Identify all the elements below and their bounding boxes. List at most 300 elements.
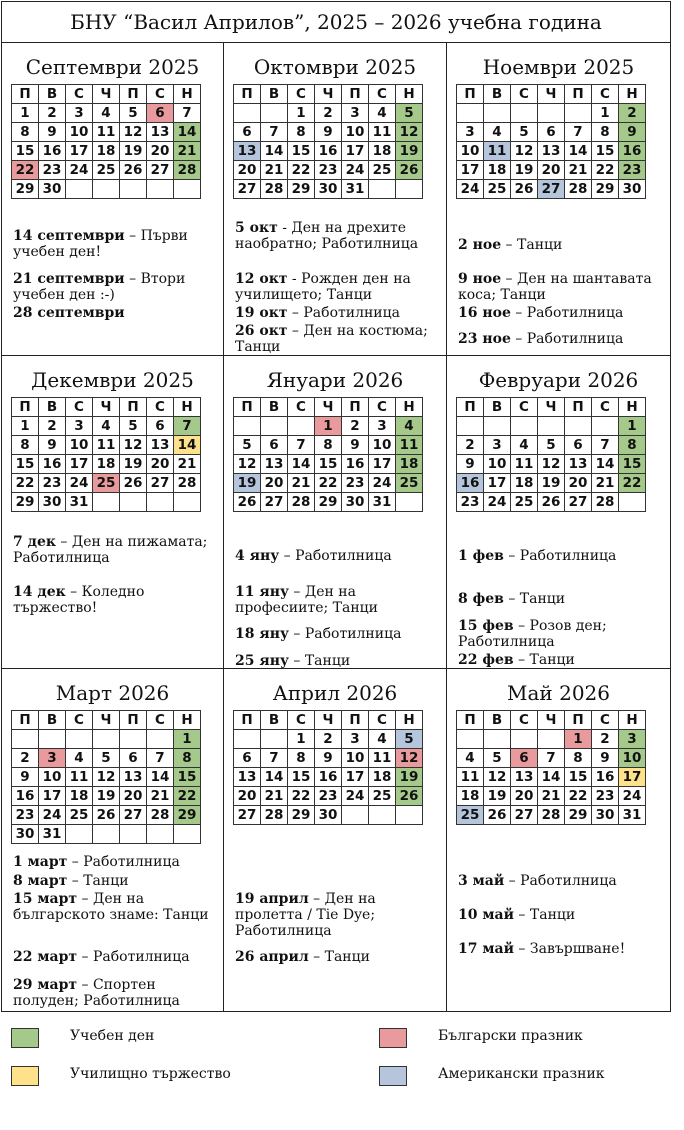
week-row <box>234 161 423 180</box>
weekday-header-row <box>12 711 201 730</box>
event-date: 4 яну <box>235 548 280 564</box>
day-cell: 17 <box>39 787 66 806</box>
day-cell: 5 <box>511 123 538 142</box>
day-cell: 27 <box>147 474 174 493</box>
day-cell: 12 <box>120 123 147 142</box>
event-item <box>235 548 438 564</box>
weekday-header: П <box>120 711 147 730</box>
day-cell: 9 <box>315 123 342 142</box>
event-description: - Рожден ден на училището; Танци <box>235 271 411 303</box>
event-item <box>235 584 438 616</box>
day-cell: 2 <box>315 104 342 123</box>
day-cell: 30 <box>315 180 342 199</box>
day-cell: 6 <box>511 749 538 768</box>
day-cell: 28 <box>261 180 288 199</box>
weekday-header: С <box>147 711 174 730</box>
day-cell <box>66 825 93 844</box>
event-date: 28 септември <box>13 305 125 321</box>
day-cell: 29 <box>565 806 592 825</box>
day-cell: 25 <box>484 180 511 199</box>
day-cell: 13 <box>261 455 288 474</box>
day-cell: 12 <box>538 455 565 474</box>
event-item <box>13 305 215 321</box>
weekday-header: Ч <box>93 711 120 730</box>
day-cell <box>396 180 423 199</box>
event-date: 5 окт <box>235 220 278 236</box>
month-title: Октомври 2025 <box>253 55 417 79</box>
day-cell: 27 <box>234 806 261 825</box>
day-cell <box>147 493 174 512</box>
event-description: – Ден на шантавата коса; Танци <box>458 271 652 303</box>
day-cell: 22 <box>592 161 619 180</box>
day-cell: 2 <box>457 436 484 455</box>
day-cell: 26 <box>538 493 565 512</box>
week-row <box>12 806 201 825</box>
day-cell: 31 <box>342 180 369 199</box>
weekday-header: С <box>511 711 538 730</box>
day-cell: 6 <box>234 749 261 768</box>
month-calendar-table <box>11 710 201 844</box>
day-cell: 21 <box>261 787 288 806</box>
weekday-header: П <box>565 85 592 104</box>
event-item <box>458 331 662 347</box>
day-cell: 19 <box>484 787 511 806</box>
day-cell <box>66 180 93 199</box>
weekday-header: С <box>369 711 396 730</box>
day-cell <box>396 806 423 825</box>
day-cell: 30 <box>12 825 39 844</box>
week-row <box>234 104 423 123</box>
day-cell: 6 <box>147 417 174 436</box>
day-cell: 19 <box>538 474 565 493</box>
day-cell: 5 <box>120 104 147 123</box>
day-cell: 12 <box>511 142 538 161</box>
day-cell <box>511 104 538 123</box>
day-cell: 28 <box>174 161 201 180</box>
day-cell: 22 <box>619 474 646 493</box>
day-cell: 21 <box>538 787 565 806</box>
event-description: – Ден на пижамата; Работилница <box>13 534 208 566</box>
day-cell <box>93 730 120 749</box>
event-description: – Танци <box>308 949 370 965</box>
event-date: 23 ное <box>458 331 511 347</box>
week-row <box>457 749 646 768</box>
week-row <box>457 806 646 825</box>
week-row <box>457 123 646 142</box>
weekday-header: Н <box>174 85 201 104</box>
day-cell: 12 <box>396 123 423 142</box>
event-item <box>13 228 215 260</box>
day-cell: 20 <box>147 142 174 161</box>
weekday-header: Ч <box>538 711 565 730</box>
weekday-header: В <box>261 85 288 104</box>
day-cell: 4 <box>484 123 511 142</box>
weekday-header: Ч <box>93 398 120 417</box>
month-calendar-table <box>456 84 646 199</box>
event-date: 11 яну <box>235 584 289 600</box>
day-cell: 6 <box>234 123 261 142</box>
event-date: 12 окт <box>235 271 288 287</box>
day-cell: 27 <box>261 493 288 512</box>
legend-swatch-american-holiday <box>379 1066 407 1086</box>
day-cell: 31 <box>619 806 646 825</box>
day-cell: 26 <box>484 806 511 825</box>
day-cell: 15 <box>12 142 39 161</box>
event-item <box>13 271 215 303</box>
day-cell <box>93 180 120 199</box>
week-row <box>234 180 423 199</box>
day-cell: 3 <box>342 104 369 123</box>
month-calendar-table <box>456 397 646 512</box>
day-cell: 8 <box>592 123 619 142</box>
month-calendar-table <box>233 397 423 512</box>
day-cell: 4 <box>369 730 396 749</box>
week-row <box>457 180 646 199</box>
day-cell: 13 <box>147 123 174 142</box>
event-item <box>458 237 662 253</box>
day-cell <box>619 493 646 512</box>
day-cell: 21 <box>288 474 315 493</box>
month-title: Януари 2026 <box>266 368 404 392</box>
event-description: – Ден на костюма; Танци <box>235 323 428 355</box>
day-cell: 11 <box>66 768 93 787</box>
day-cell: 17 <box>66 142 93 161</box>
day-cell: 28 <box>565 180 592 199</box>
day-cell: 15 <box>288 768 315 787</box>
day-cell: 22 <box>565 787 592 806</box>
day-cell: 5 <box>396 104 423 123</box>
day-cell: 27 <box>565 493 592 512</box>
day-cell: 29 <box>592 180 619 199</box>
day-cell: 7 <box>592 436 619 455</box>
day-cell: 28 <box>592 493 619 512</box>
weekday-header: С <box>288 85 315 104</box>
weekday-header: П <box>12 711 39 730</box>
weekday-header: С <box>66 711 93 730</box>
event-item <box>458 305 662 321</box>
day-cell: 20 <box>538 161 565 180</box>
event-date: 3 май <box>458 873 505 889</box>
day-cell: 7 <box>147 749 174 768</box>
day-cell: 8 <box>288 749 315 768</box>
day-cell: 14 <box>261 142 288 161</box>
event-description: – Танци <box>513 652 575 668</box>
day-cell: 5 <box>484 749 511 768</box>
legend-label-school-celebration: Училищно тържество <box>70 1066 231 1082</box>
day-cell: 18 <box>511 474 538 493</box>
day-cell: 29 <box>315 493 342 512</box>
day-cell: 13 <box>565 455 592 474</box>
weekday-header: П <box>120 398 147 417</box>
weekday-header: С <box>66 398 93 417</box>
day-cell: 9 <box>592 749 619 768</box>
weekday-header: Н <box>619 711 646 730</box>
day-cell: 4 <box>93 417 120 436</box>
event-item <box>13 977 215 1009</box>
day-cell: 19 <box>120 142 147 161</box>
day-cell: 19 <box>396 768 423 787</box>
day-cell <box>369 180 396 199</box>
day-cell: 1 <box>12 417 39 436</box>
weekday-header: П <box>12 398 39 417</box>
day-cell <box>484 730 511 749</box>
day-cell <box>592 417 619 436</box>
event-item <box>458 941 662 957</box>
day-cell: 13 <box>511 768 538 787</box>
day-cell: 31 <box>39 825 66 844</box>
day-cell: 17 <box>619 768 646 787</box>
day-cell: 9 <box>39 436 66 455</box>
day-cell: 14 <box>174 123 201 142</box>
day-cell <box>457 104 484 123</box>
weekday-header: Ч <box>315 711 342 730</box>
week-row <box>12 768 201 787</box>
week-row <box>234 455 423 474</box>
event-date: 8 март <box>13 873 68 889</box>
event-description: – Танци <box>288 653 351 669</box>
day-cell: 1 <box>288 730 315 749</box>
event-date: 7 дек <box>13 534 56 550</box>
event-date: 19 април <box>235 891 309 907</box>
day-cell: 22 <box>174 787 201 806</box>
weekday-header-row <box>457 711 646 730</box>
weekday-header: С <box>511 398 538 417</box>
day-cell: 23 <box>342 474 369 493</box>
day-cell: 11 <box>396 436 423 455</box>
weekday-header-row <box>234 711 423 730</box>
day-cell: 20 <box>511 787 538 806</box>
day-cell: 18 <box>484 161 511 180</box>
day-cell: 28 <box>174 474 201 493</box>
event-description: – Работилница <box>287 305 400 321</box>
weekday-header: Н <box>619 398 646 417</box>
day-cell <box>174 180 201 199</box>
day-cell: 23 <box>12 806 39 825</box>
legend <box>0 1012 684 1112</box>
day-cell: 14 <box>592 455 619 474</box>
day-cell <box>147 180 174 199</box>
day-cell: 12 <box>234 455 261 474</box>
day-cell: 18 <box>457 787 484 806</box>
day-cell <box>511 730 538 749</box>
event-item <box>235 653 438 669</box>
day-cell: 5 <box>93 749 120 768</box>
month-title: Март 2026 <box>55 681 170 705</box>
event-date: 8 фев <box>458 591 504 607</box>
month-panel <box>224 43 447 356</box>
weekday-header: В <box>39 85 66 104</box>
weekday-header: В <box>261 711 288 730</box>
day-cell: 6 <box>261 436 288 455</box>
day-cell: 22 <box>12 474 39 493</box>
month-panel <box>2 356 224 669</box>
week-row <box>457 161 646 180</box>
day-cell: 16 <box>619 142 646 161</box>
day-cell: 11 <box>369 749 396 768</box>
weekday-header: Ч <box>315 398 342 417</box>
day-cell: 16 <box>457 474 484 493</box>
weekday-header-row <box>457 398 646 417</box>
day-cell: 14 <box>174 436 201 455</box>
event-item <box>235 271 438 303</box>
month-calendar-table <box>233 710 423 825</box>
weekday-header: С <box>147 85 174 104</box>
day-cell: 17 <box>457 161 484 180</box>
event-item <box>235 305 438 321</box>
day-cell: 26 <box>93 806 120 825</box>
event-description: – Завършване! <box>513 941 626 957</box>
event-description: – Ден на пролетта / Tie Dye; Работилница <box>235 891 376 939</box>
week-row <box>12 161 201 180</box>
day-cell: 25 <box>66 806 93 825</box>
day-cell: 28 <box>288 493 315 512</box>
weekday-header: Н <box>174 398 201 417</box>
day-cell: 21 <box>174 142 201 161</box>
month-calendar-table <box>11 84 201 199</box>
day-cell <box>174 493 201 512</box>
day-cell: 3 <box>369 417 396 436</box>
event-date: 1 март <box>13 854 68 870</box>
day-cell <box>396 493 423 512</box>
day-cell: 20 <box>565 474 592 493</box>
day-cell: 24 <box>342 787 369 806</box>
weekday-header: С <box>369 85 396 104</box>
day-cell: 30 <box>315 806 342 825</box>
day-cell: 6 <box>538 123 565 142</box>
day-cell: 7 <box>565 123 592 142</box>
day-cell: 3 <box>457 123 484 142</box>
day-cell: 10 <box>457 142 484 161</box>
day-cell <box>261 417 288 436</box>
day-cell: 15 <box>619 455 646 474</box>
day-cell: 17 <box>342 768 369 787</box>
day-cell: 23 <box>315 787 342 806</box>
week-row <box>234 768 423 787</box>
day-cell: 7 <box>288 436 315 455</box>
weekday-header: П <box>565 711 592 730</box>
month-calendar-table <box>11 397 201 512</box>
week-row <box>12 104 201 123</box>
day-cell: 9 <box>12 768 39 787</box>
event-description: – Първи учебен ден! <box>13 228 188 260</box>
day-cell: 9 <box>315 749 342 768</box>
day-cell: 29 <box>288 180 315 199</box>
day-cell: 18 <box>93 142 120 161</box>
event-item <box>458 271 662 303</box>
day-cell <box>511 417 538 436</box>
day-cell: 21 <box>592 474 619 493</box>
day-cell <box>369 806 396 825</box>
day-cell: 19 <box>120 455 147 474</box>
event-date: 18 яну <box>235 626 289 642</box>
day-cell: 29 <box>174 806 201 825</box>
day-cell: 2 <box>315 730 342 749</box>
weekday-header: В <box>484 85 511 104</box>
day-cell: 15 <box>12 455 39 474</box>
event-date: 16 ное <box>458 305 511 321</box>
day-cell <box>93 825 120 844</box>
week-row <box>234 730 423 749</box>
weekday-header: П <box>234 711 261 730</box>
legend-swatch-school-day <box>11 1028 39 1048</box>
day-cell: 7 <box>538 749 565 768</box>
day-cell <box>234 730 261 749</box>
week-row <box>457 142 646 161</box>
day-cell: 21 <box>147 787 174 806</box>
day-cell: 11 <box>93 123 120 142</box>
day-cell: 6 <box>565 436 592 455</box>
weekday-header: С <box>147 398 174 417</box>
day-cell <box>120 180 147 199</box>
week-row <box>12 436 201 455</box>
day-cell: 25 <box>511 493 538 512</box>
day-cell: 8 <box>315 436 342 455</box>
weekday-header: В <box>261 398 288 417</box>
day-cell: 14 <box>261 768 288 787</box>
week-row <box>457 104 646 123</box>
weekday-header: В <box>39 398 66 417</box>
day-cell: 24 <box>342 161 369 180</box>
event-date: 14 дек <box>13 584 66 600</box>
day-cell: 2 <box>592 730 619 749</box>
event-date: 26 окт <box>235 323 288 339</box>
day-cell <box>39 730 66 749</box>
event-item <box>235 220 438 252</box>
event-description: – Работилница <box>279 548 392 564</box>
day-cell: 3 <box>66 104 93 123</box>
day-cell: 25 <box>457 806 484 825</box>
weekday-header-row <box>12 85 201 104</box>
event-description: – Танци <box>513 907 576 923</box>
months-grid <box>2 43 670 1011</box>
weekday-header: С <box>288 711 315 730</box>
month-title: Ноември 2025 <box>482 55 635 79</box>
event-item <box>13 534 215 566</box>
event-item <box>13 854 215 870</box>
weekday-header: В <box>484 398 511 417</box>
day-cell <box>484 104 511 123</box>
weekday-header-row <box>234 85 423 104</box>
event-description: – Танци <box>503 591 566 607</box>
day-cell: 30 <box>39 493 66 512</box>
day-cell: 26 <box>120 161 147 180</box>
day-cell: 27 <box>538 180 565 199</box>
event-description: – Ден на българското знаме: Танци <box>13 891 209 923</box>
event-date: 14 септември <box>13 228 125 244</box>
weekday-header: П <box>457 85 484 104</box>
week-row <box>457 493 646 512</box>
day-cell: 26 <box>120 474 147 493</box>
day-cell <box>484 417 511 436</box>
day-cell: 13 <box>234 142 261 161</box>
event-description: – Коледно тържество! <box>13 584 145 616</box>
day-cell: 1 <box>174 730 201 749</box>
week-row <box>234 436 423 455</box>
day-cell: 13 <box>234 768 261 787</box>
event-description: – Танци <box>67 873 129 889</box>
day-cell: 21 <box>565 161 592 180</box>
event-description: - Ден на дрехите наобратно; Работилница <box>235 220 419 252</box>
legend-swatch-bulgarian-holiday <box>379 1028 407 1048</box>
day-cell: 17 <box>369 455 396 474</box>
day-cell: 22 <box>315 474 342 493</box>
event-item <box>235 891 438 939</box>
weekday-header: П <box>565 398 592 417</box>
day-cell <box>93 493 120 512</box>
month-panel <box>447 356 670 669</box>
week-row <box>12 474 201 493</box>
week-row <box>12 180 201 199</box>
